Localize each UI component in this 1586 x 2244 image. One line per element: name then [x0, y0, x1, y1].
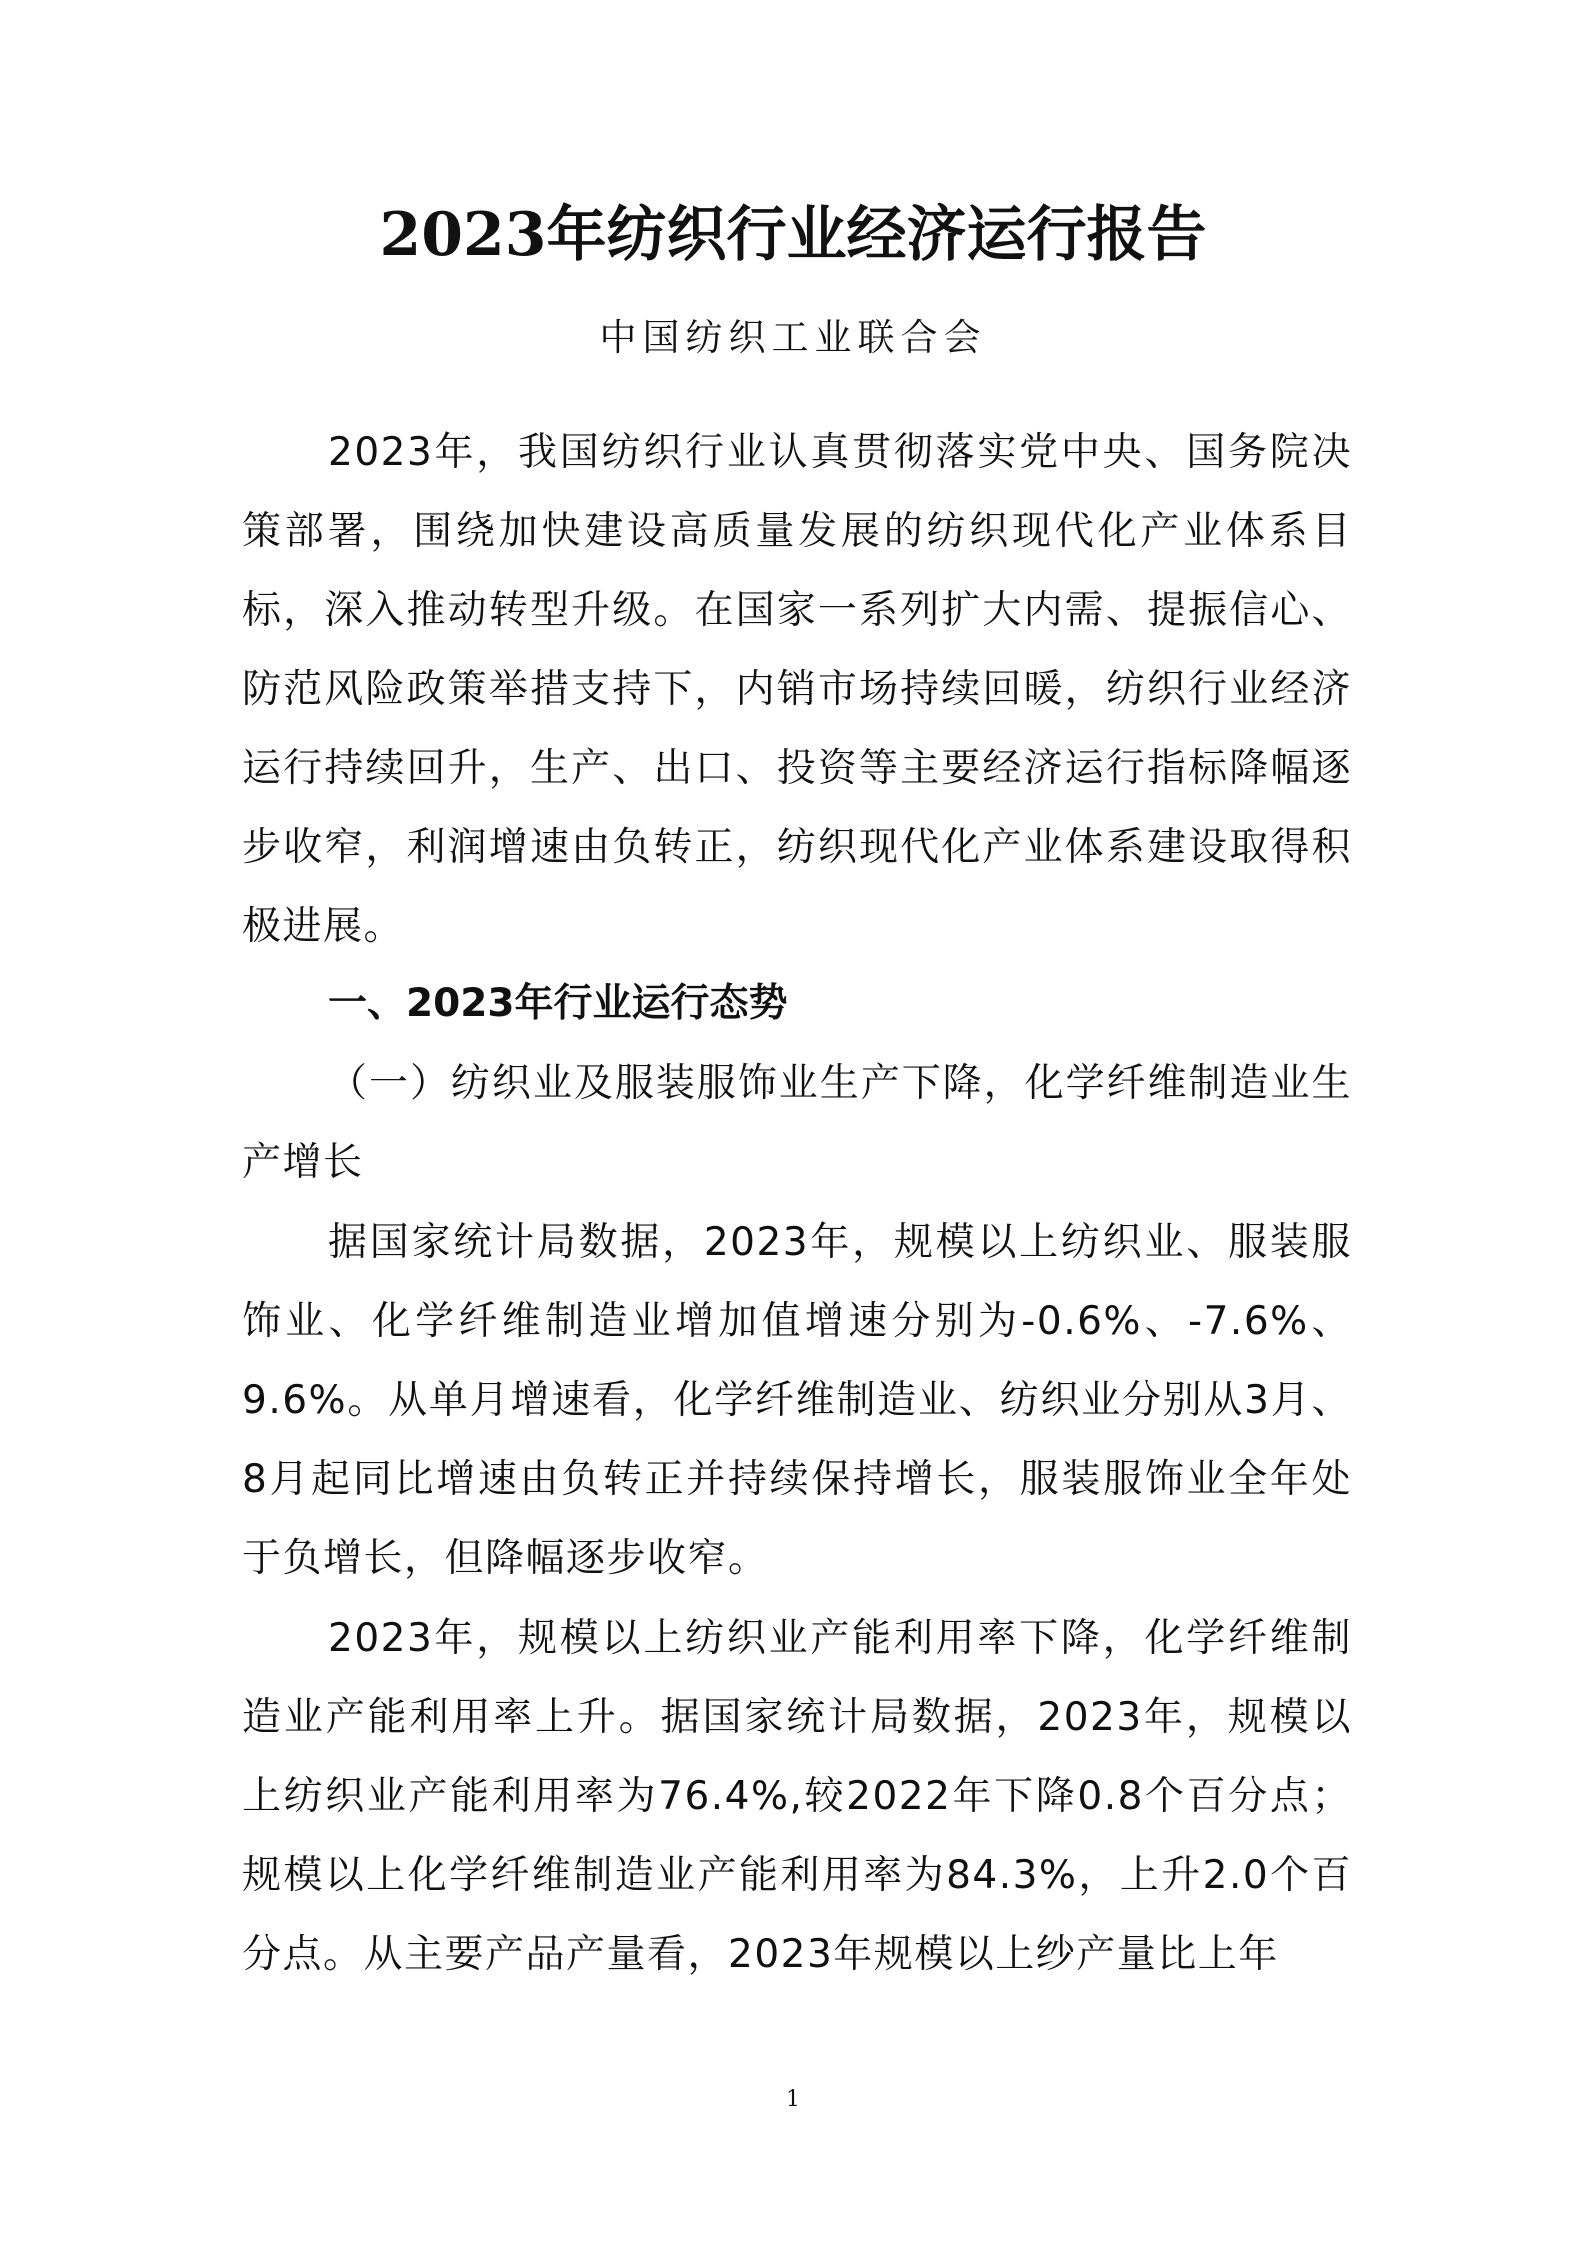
intro-paragraph: 2023年，我国纺织行业认真贯彻落实党中央、国务院决策部署，围绕加快建设高质量发展的纺织现代化产业体系目标，深入推动转型升级。在国家一系列扩大内需、提振信心、防范风险政策举措支持下，内销市场持续回暖，纺织行业经济运行持续回升，生产、出口、投资等主要经济运行指标降幅逐步收窄，利润增速由负转正，纺织现代化产业体系建设取得积极进展。	[242, 430, 1352, 949]
paragraph-3: 2023年，规模以上纺织业产能利用率下降，化学纤维制造业产能利用率上升。据国家统计局数据，2023年，规模以上纺织业产能利用率为76.4%,较2022年下降0.8个百分点；规模以上化学纤维制造业产能利用率为84.3%，上升2.0个百分点。从主要产品产量看，2023年规模以上纱产量比上年	[242, 1616, 1352, 1977]
paragraph-2-block	[242, 1203, 1352, 1598]
subsection-heading: （一）纺织业及服装服饰业生产下降，化学纤维制造业生产增长	[242, 1061, 1352, 1185]
intro-paragraph-block	[242, 413, 1352, 966]
paragraph-2: 据国家统计局数据，2023年，规模以上纺织业、服装服饰业、化学纤维制造业增加值增速分别为-0.6%、-7.6%、9.6%。从单月增速看，化学纤维制造业、纺织业分别从3月、8月起同比增速由负转正并持续保持增长，服装服饰业全年处于负增长，但降幅逐步收窄。	[242, 1220, 1352, 1581]
document-title: 2023年纺织行业经济运行报告	[379, 200, 1207, 270]
paragraph-3-block	[242, 1599, 1352, 1994]
page-number: 1	[786, 2087, 800, 2112]
document-author: 中国纺织工业联合会	[599, 316, 987, 359]
section-heading: 一、2023年行业运行态势	[328, 981, 788, 1026]
